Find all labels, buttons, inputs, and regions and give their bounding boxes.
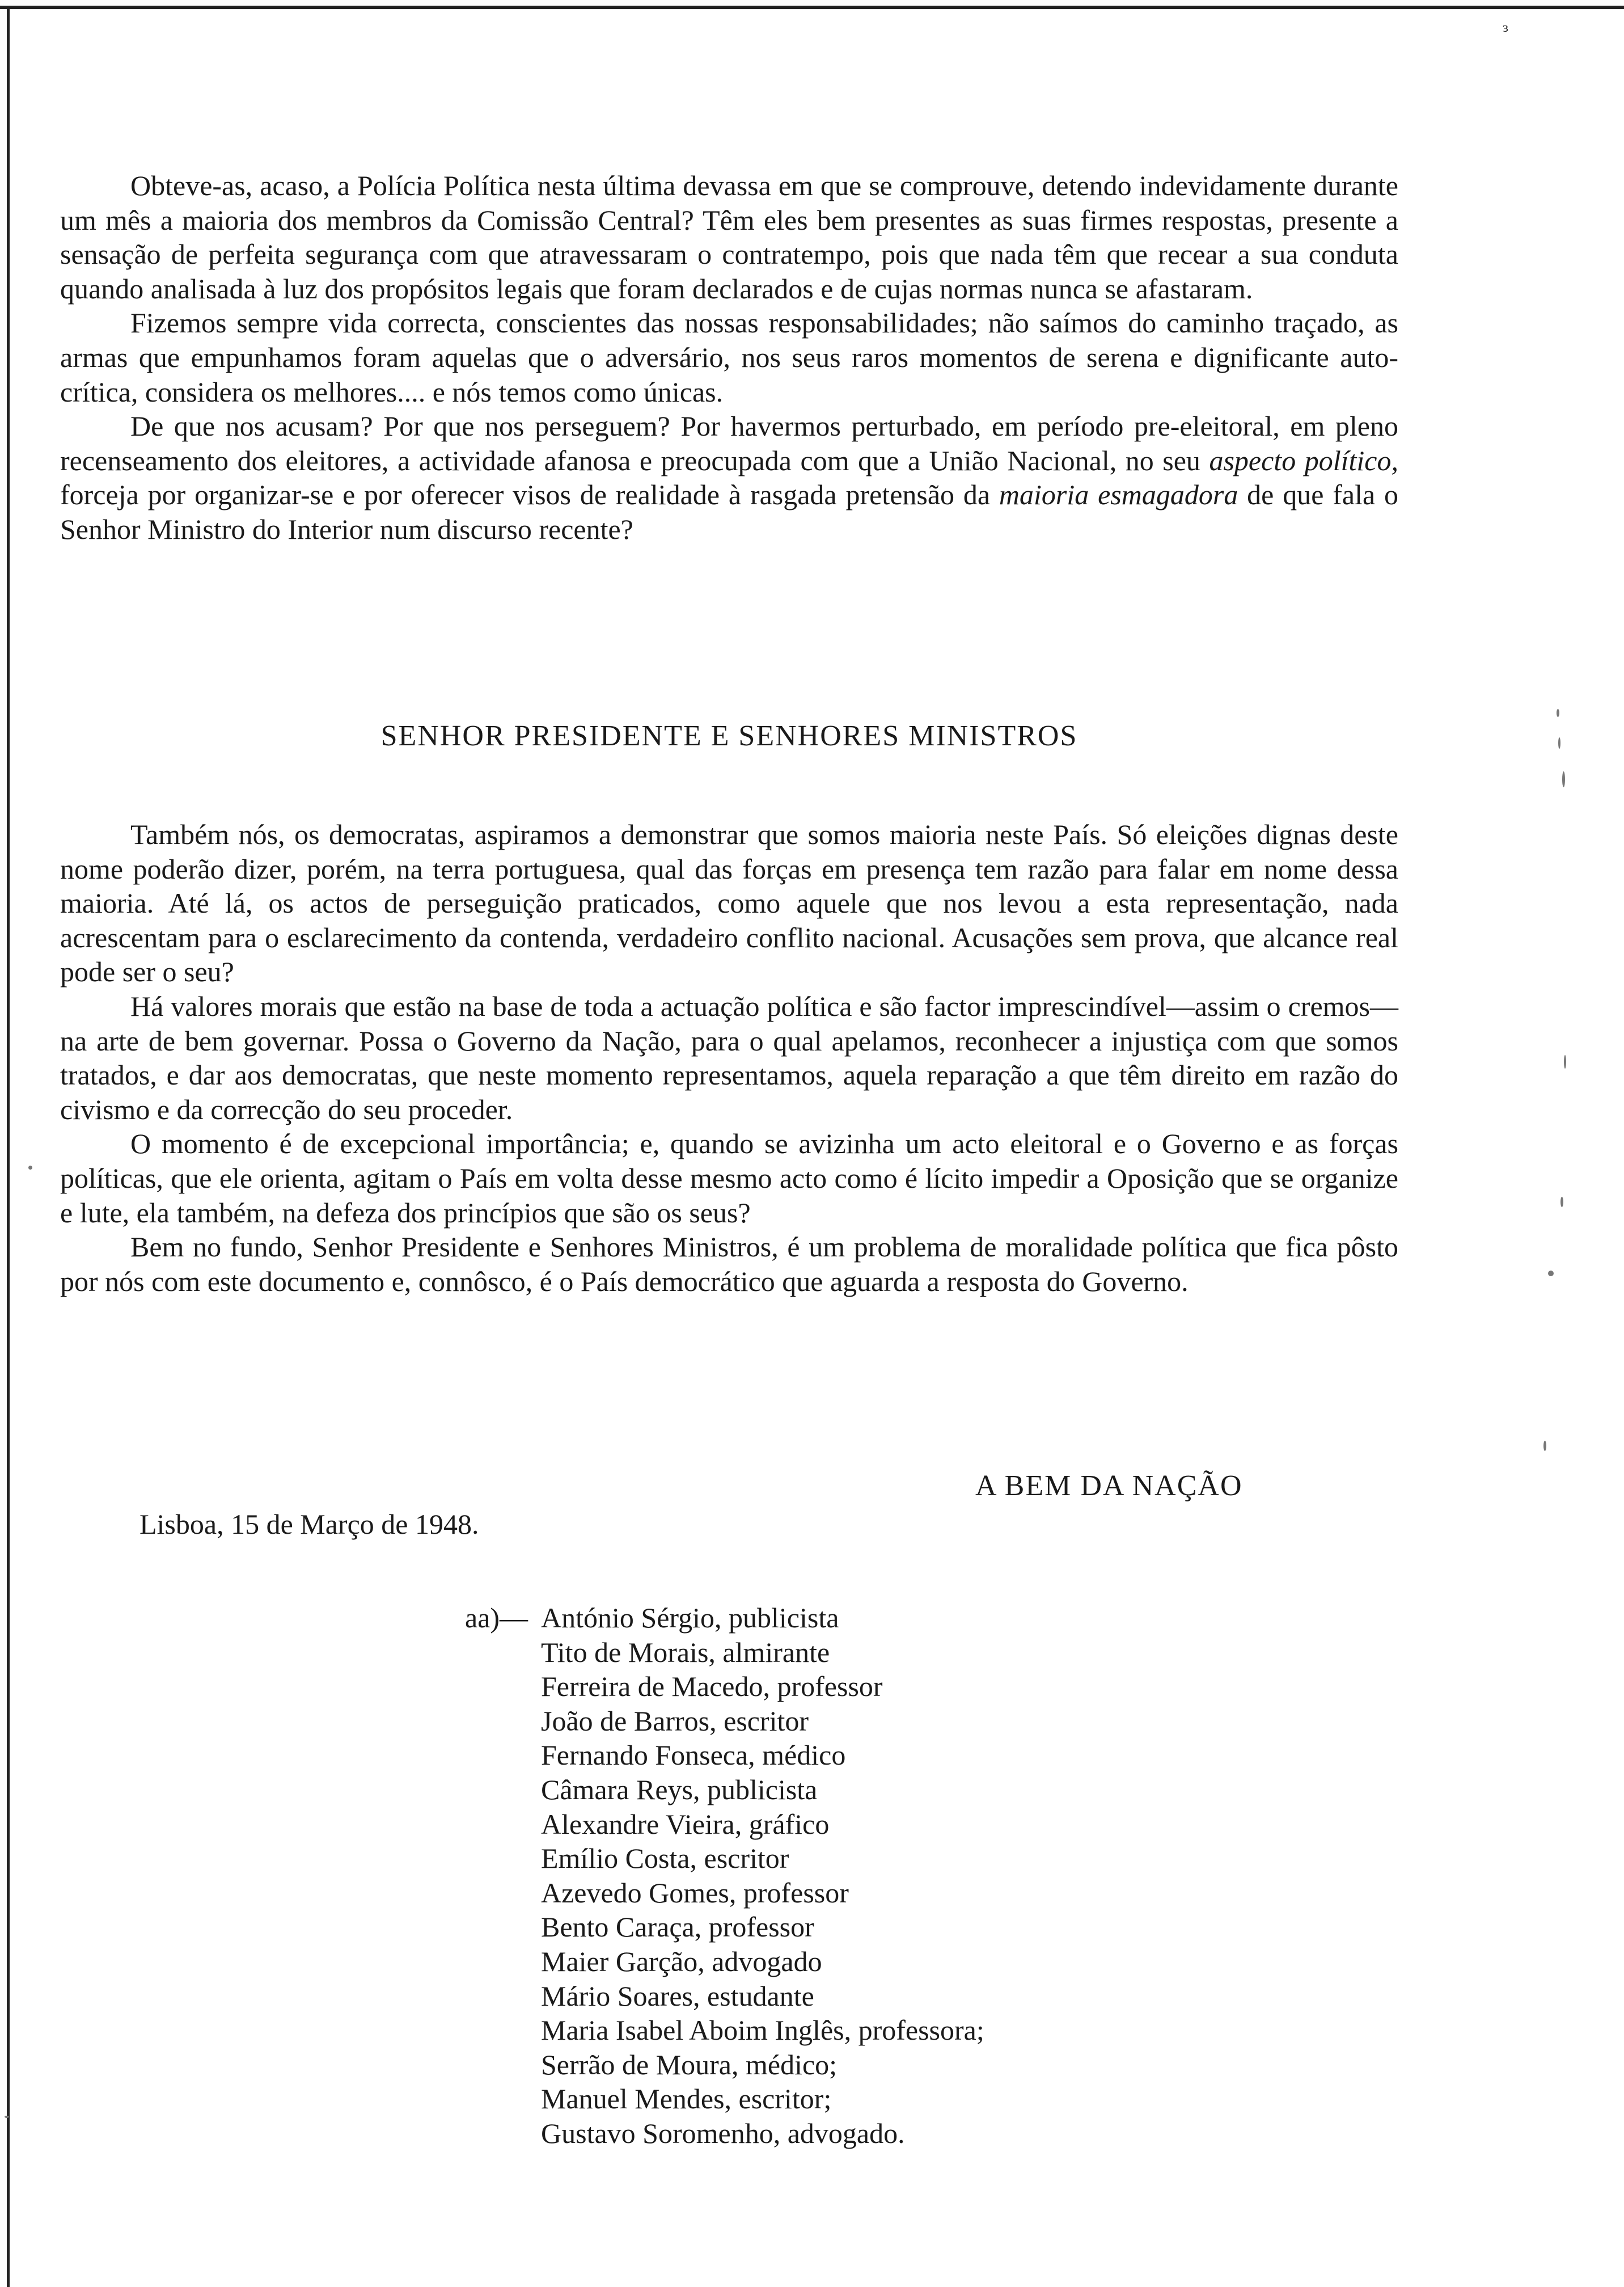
paragraph (60, 989, 1398, 1126)
scan-speck (1557, 709, 1559, 717)
text-run: de que fala o Senhor Ministro do Interior num discurso recente? (60, 479, 1398, 545)
section-heading: SENHOR PRESIDENTE E SENHORES MINISTROS (380, 720, 1078, 752)
signatory: Mário Soares, estudante (541, 1980, 814, 2012)
text-run: O momento é de excepcional importância; e, quando se avizinha um acto eleitoral e o Governo e as forças políticas, que ele orienta, agitam o País em volta desse mesmo acto como é lícito impedir a Oposição que se organize e lute, ela também, na defeza dos princípios que são os seus? (60, 1128, 1398, 1229)
date-line: Lisboa, 15 de Março de 1948. (139, 1508, 479, 1540)
signatory: Bento Caraça, professor (541, 1911, 814, 1943)
corner-mark: ᵌ (1503, 18, 1508, 43)
signatory: Azevedo Gomes, professor (541, 1876, 849, 1909)
paragraph (60, 168, 1398, 306)
scan-speck (1564, 1055, 1566, 1069)
signatory: Maier Garção, advogado (541, 1945, 822, 1977)
signatories-list (541, 1601, 984, 2151)
signatory: Fernando Fonseca, médico (541, 1739, 846, 1771)
signatory: Tito de Morais, almirante (541, 1636, 830, 1668)
signatory: Emílio Costa, escritor (541, 1842, 789, 1875)
signatory: João de Barros, escritor (541, 1704, 809, 1737)
page-border-top (0, 6, 1624, 9)
paragraph (60, 1126, 1398, 1230)
scan-speck (1548, 1271, 1554, 1276)
signatory: Alexandre Vieira, gráfico (541, 1808, 830, 1840)
signatory: António Sérgio, publicista (541, 1602, 839, 1634)
closing-formula: A BEM DA NAÇÃO (975, 1470, 1243, 1502)
italic-text: maioria esmagadora (999, 479, 1238, 511)
signatures-prefix: aa)— (465, 1602, 528, 1634)
signatory: Câmara Reys, publicista (541, 1773, 818, 1805)
scan-speck (1558, 737, 1560, 749)
text-run: Também nós, os democratas, aspiramos a demonstrar que somos maioria neste País. Só eleições dignas deste nome poderão dizer, porém, na terra portuguesa, qual das forças em presença tem razão para falar em nome dessa maioria. Até lá, os actos de perseguição praticados, como aquele que nos levou a esta representação, nada acrescentam para o esclarecimento da contenda, verdadeiro conflito nacional. Acusações sem prova, que alcance real pode ser o seu? (60, 818, 1398, 988)
body-text-lower (60, 817, 1398, 1298)
signatory: Maria Isabel Aboim Inglês, professora; (541, 2014, 984, 2047)
signatory: Gustavo Soromenho, advogado. (541, 2117, 905, 2149)
text-run: forceja por organizar-se e por oferecer visos de realidade à rasgada pretensão da (60, 479, 999, 511)
paragraph (60, 1230, 1398, 1298)
scan-speck (28, 1166, 32, 1170)
paragraph (60, 409, 1398, 546)
body-text-upper (60, 168, 1398, 547)
text-run: De que nos acusam? Por que nos perseguem? Por havermos perturbado, em período pre-eleitoral, em pleno recenseamento dos eleitores, a actividade afanosa e preocupada com que a União Nacional, no seu (60, 410, 1398, 476)
text-run: Obteve-as, acaso, a Polícia Política nesta última devassa em que se comprouve, detendo indevidamente durante um mês a maioria dos membros da Comissão Central? Têm eles bem presentes as suas firmes respostas, presente a sensação de perfeita segurança com que atravessaram o contratempo, pois que nada têm que recear a sua conduta quando analisada à luz dos propósitos legais que foram declarados e de cujas normas nunca se afastaram. (60, 170, 1398, 305)
signatory: Manuel Mendes, escritor; (541, 2083, 832, 2115)
page-border-left (7, 6, 10, 2287)
paragraph (60, 817, 1398, 989)
scan-speck (1562, 771, 1565, 787)
signatory: Ferreira de Macedo, professor (541, 1670, 883, 1703)
text-run: Há valores morais que estão na base de toda a actuação política e são factor imprescindível—assim o cremos—na arte de bem governar. Possa o Governo da Nação, para o qual apelamos, reconhecer a injustiça com que somos tratados, e dar aos democratas, que neste momento representamos, aquela reparação a que têm direito em razão do civismo e da correcção do seu proceder. (60, 990, 1398, 1125)
scan-speck (1543, 1441, 1546, 1451)
italic-text: aspecto político, (1209, 444, 1398, 476)
signatory: Serrão de Moura, médico; (541, 2048, 838, 2081)
paragraph (60, 306, 1398, 409)
scan-speck (1560, 1197, 1563, 1207)
scan-speck (5, 2116, 9, 2118)
text-run: Bem no fundo, Senhor Presidente e Senhores Ministros, é um problema de moralidade política que fica pôsto por nós com este documento e, connôsco, é o País democrático que aguarda a resposta do Governo. (60, 1231, 1398, 1297)
text-run: Fizemos sempre vida correcta, conscientes das nossas responsabilidades; não saímos do caminho traçado, as armas que empunhamos foram aquelas que o adversário, nos seus raros momentos de serena e dignificante auto-crítica, considera os melhores.... e nós temos como únicas. (60, 307, 1398, 408)
